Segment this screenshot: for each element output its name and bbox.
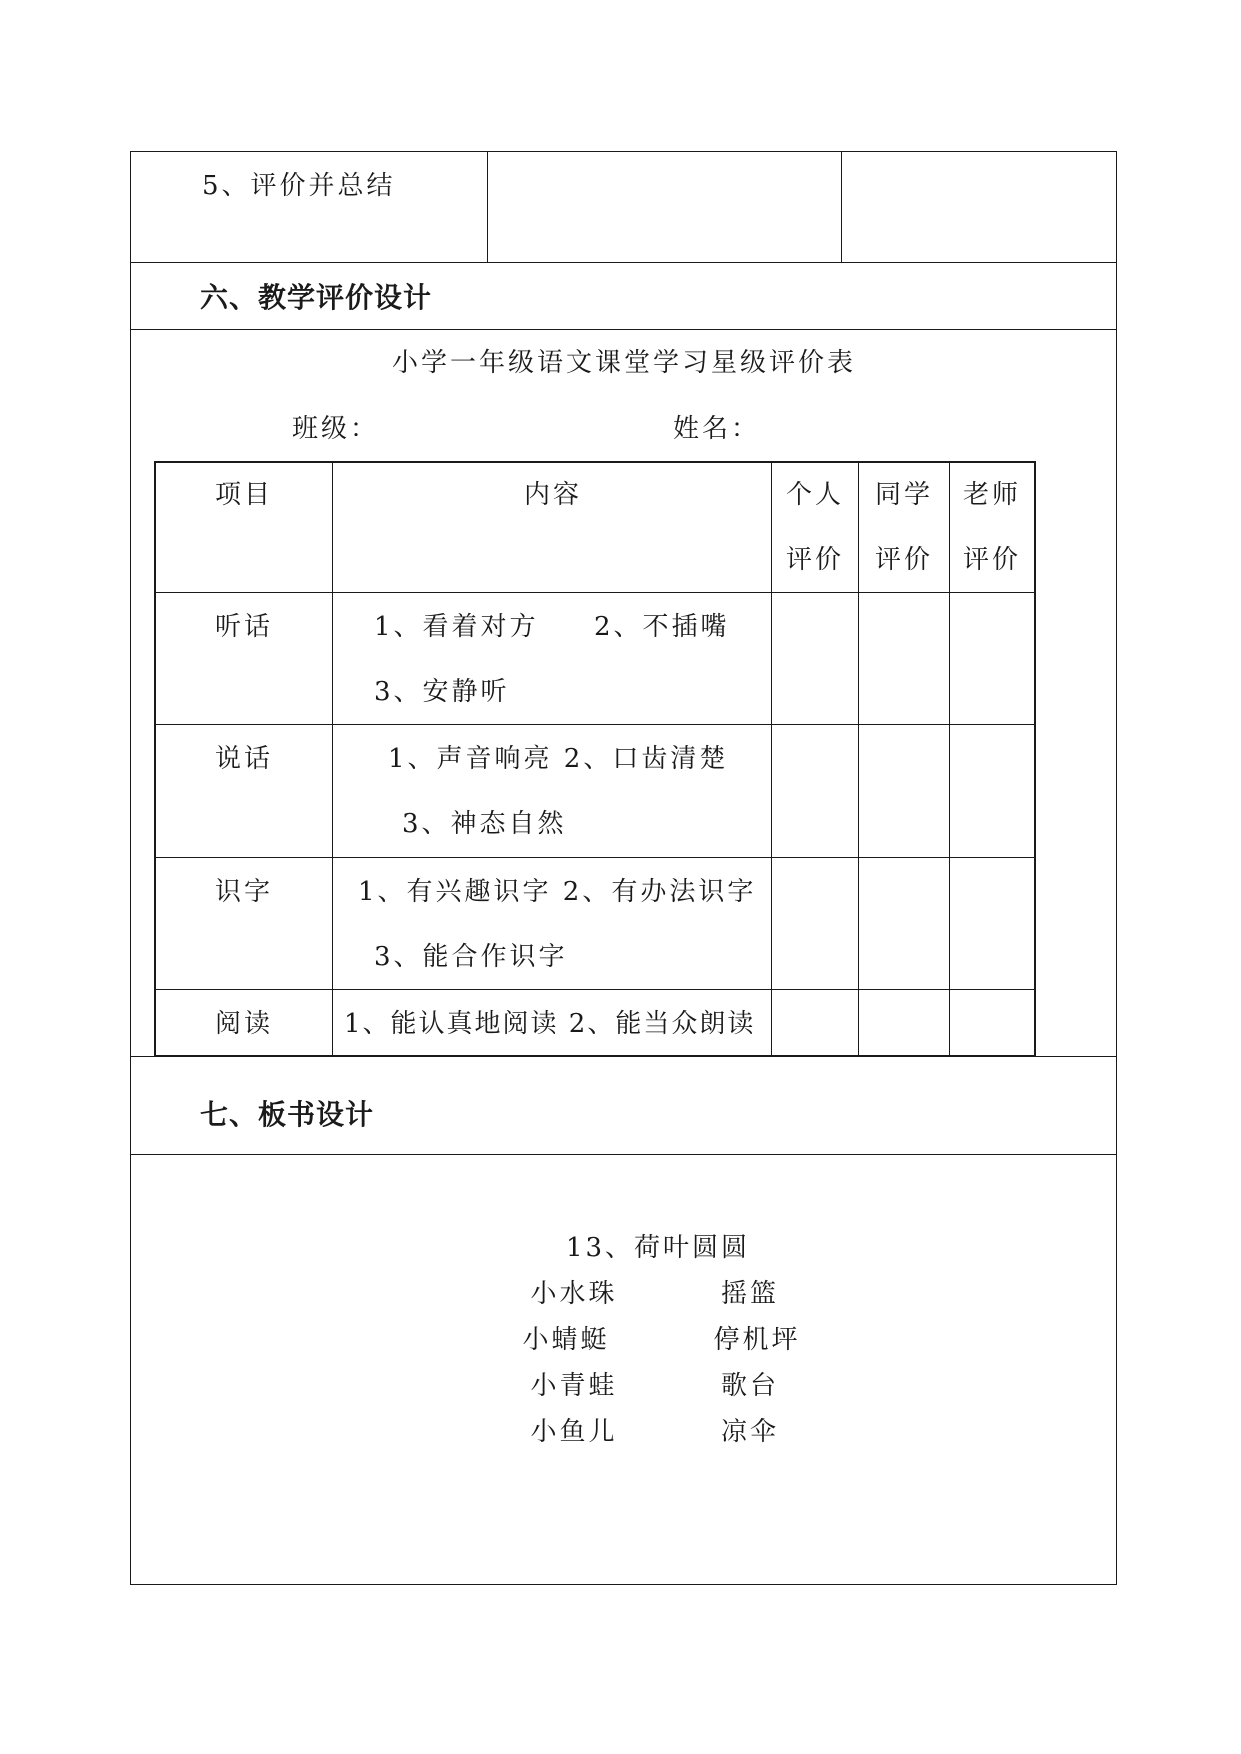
row-content-line: 1、能认真地阅读 2、能当众朗读: [344, 1009, 756, 1039]
inner-table-border: [1034, 461, 1036, 1057]
header-content: 内容: [523, 480, 583, 510]
board-word-left: 小水珠: [530, 1279, 618, 1309]
header-peer-eval: 评价: [874, 545, 934, 575]
board-word-right: 停机坪: [713, 1325, 801, 1355]
row-item-label: 识字: [214, 877, 274, 907]
board-word-right: 歌台: [720, 1371, 780, 1401]
row-divider: [130, 1154, 1117, 1155]
header-teacher-eval: 老师: [962, 480, 1022, 510]
step-evaluate-summarize: 5、评价并总结: [202, 171, 396, 201]
header-self-eval: 个人: [785, 480, 845, 510]
outer-left-border: [130, 151, 131, 1585]
inner-column-divider: [858, 461, 859, 1057]
board-title: 13、荷叶圆圆: [565, 1233, 751, 1263]
outer-right-border: [1116, 151, 1117, 1585]
inner-column-divider: [771, 461, 772, 1057]
row-content-line: 3、神态自然: [402, 809, 567, 839]
section-heading-evaluation-design: 六、教学评价设计: [200, 281, 433, 314]
name-label: 姓名：: [673, 414, 761, 444]
row-item-label: 听话: [214, 612, 274, 642]
inner-table-border: [154, 461, 1036, 463]
row-content-line: 3、安静听: [374, 677, 510, 707]
row-divider: [130, 262, 1117, 263]
inner-table-border: [154, 461, 156, 1057]
board-word-right: 凉伞: [720, 1417, 780, 1447]
header-peer-eval: 同学: [874, 480, 934, 510]
board-word-right: 摇篮: [720, 1279, 780, 1309]
board-word-left: 小蜻蜓: [522, 1325, 610, 1355]
board-word-left: 小鱼儿: [530, 1417, 618, 1447]
inner-column-divider: [949, 461, 950, 1057]
inner-row-divider: [154, 724, 1036, 725]
header-teacher-eval: 评价: [962, 545, 1022, 575]
class-label: 班级：: [292, 414, 380, 444]
row-content-line: 1、有兴趣识字 2、有办法识字: [358, 877, 757, 907]
evaluation-table-title: 小学一年级语文课堂学习星级评价表: [391, 348, 857, 378]
row-content-line: 1、看着对方: [374, 612, 539, 642]
column-divider: [487, 151, 488, 263]
row-divider: [130, 329, 1117, 330]
outer-bottom-border: [130, 1584, 1117, 1585]
row-content-line: 2、不插嘴: [594, 612, 730, 642]
inner-row-divider: [154, 989, 1036, 990]
row-item-label: 说话: [214, 744, 274, 774]
board-word-left: 小青蛙: [530, 1371, 618, 1401]
column-divider: [841, 151, 842, 263]
row-content-line: 3、能合作识字: [374, 942, 568, 972]
inner-column-divider: [332, 461, 333, 1057]
inner-table-border: [154, 1055, 1036, 1057]
header-item: 项目: [214, 480, 274, 510]
row-item-label: 阅读: [214, 1009, 274, 1039]
section-heading-board-design: 七、板书设计: [200, 1098, 375, 1131]
row-content-line: 1、声音响亮 2、口齿清楚: [388, 744, 729, 774]
outer-top-border: [130, 151, 1117, 152]
inner-row-divider: [154, 592, 1036, 593]
header-self-eval: 评价: [785, 545, 845, 575]
inner-row-divider: [154, 857, 1036, 858]
